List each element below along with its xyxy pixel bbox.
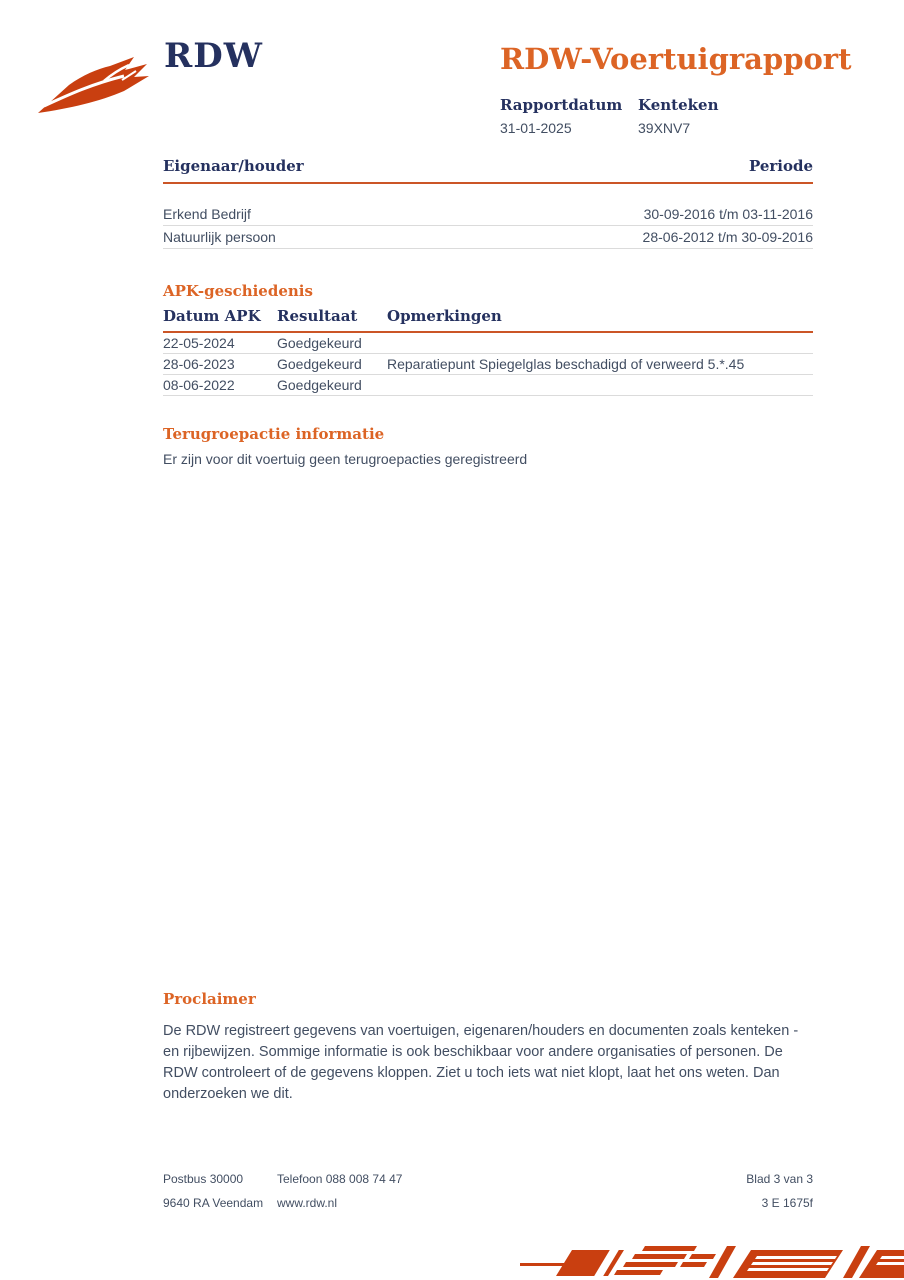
owner-section-title: Eigenaar/houder: [163, 157, 304, 175]
owner-section-header: [163, 157, 813, 184]
report-date-label: Rapportdatum: [500, 96, 623, 114]
footer-address-line2: 9640 RA Veendam: [163, 1196, 264, 1210]
footer-website: www.rdw.nl: [277, 1196, 338, 1210]
rdw-wing-icon: [36, 50, 160, 122]
apk-column-result: Resultaat: [277, 307, 358, 325]
footer-row: [163, 1167, 813, 1191]
table-row: [163, 354, 813, 375]
license-plate-value: 39XNV7: [638, 120, 691, 136]
apk-column-date: Datum APK: [163, 307, 261, 325]
table-row: [163, 333, 813, 354]
period-column-header: Periode: [748, 157, 813, 175]
footer-address-line1: Postbus 30000: [163, 1172, 244, 1186]
owner-name: Erkend Bedrijf: [163, 206, 251, 222]
page-footer: [163, 1167, 813, 1215]
owner-period: 30-09-2016 t/m 03-11-2016: [643, 206, 813, 222]
apk-result: Goedgekeurd: [277, 356, 362, 372]
apk-column-remarks: Opmerkingen: [387, 307, 502, 325]
apk-table-header: [163, 307, 813, 333]
table-row: [163, 226, 813, 249]
apk-section-title: APK-geschiedenis: [163, 282, 313, 300]
report-meta: [500, 96, 718, 136]
apk-result: Goedgekeurd: [277, 335, 362, 351]
proclaimer-title: Proclaimer: [163, 990, 256, 1008]
recall-section-title: Terugroepactie informatie: [163, 425, 385, 443]
table-row: [163, 203, 813, 226]
footer-row: [163, 1191, 813, 1215]
report-title: RDW-Voertuigrapport: [500, 42, 852, 76]
footer-phone: Telefoon 088 008 74 47: [277, 1172, 403, 1186]
recall-section: [163, 425, 813, 467]
apk-remarks: [387, 375, 813, 395]
rdw-logo-text: RDW: [164, 36, 263, 76]
table-row: [163, 375, 813, 396]
rdw-speed-stripes-graphic: [520, 1243, 904, 1280]
owner-rows: [163, 203, 813, 249]
report-date-block: [500, 96, 638, 136]
apk-remarks: Reparatiepunt Spiegelglas beschadigd of verweerd 5.*.45: [387, 356, 745, 372]
apk-result: Goedgekeurd: [277, 377, 362, 393]
apk-history-section: [163, 282, 813, 396]
recall-text: Er zijn voor dit voertuig geen terugroepacties geregistreerd: [163, 451, 528, 467]
license-plate-block: [638, 96, 718, 136]
owner-period: 28-06-2012 t/m 30-09-2016: [642, 229, 813, 245]
apk-remarks: [387, 333, 813, 353]
apk-date: 08-06-2022: [163, 377, 235, 393]
owner-name: Natuurlijk persoon: [163, 229, 276, 245]
footer-doc-code: 3 E 1675f: [761, 1196, 813, 1210]
report-date-value: 31-01-2025: [500, 120, 572, 136]
proclaimer-section: [163, 990, 815, 1105]
apk-date: 22-05-2024: [163, 335, 235, 351]
owner-section: [163, 157, 813, 249]
apk-date: 28-06-2023: [163, 356, 235, 372]
footer-page-info: Blad 3 van 3: [746, 1172, 813, 1186]
proclaimer-text: De RDW registreert gegevens van voertuigen, eigenaren/houders en documenten zoals kenteken - en rijbewijzen. Sommige informatie is ook beschikbaar voor andere organisaties of personen. De RDW controleert of de gegevens kloppen. Ziet u toch iets wat niet klopt, laat het ons weten. Dan onderzoeken we dit.: [163, 1023, 799, 1102]
license-plate-label: Kenteken: [638, 96, 719, 114]
